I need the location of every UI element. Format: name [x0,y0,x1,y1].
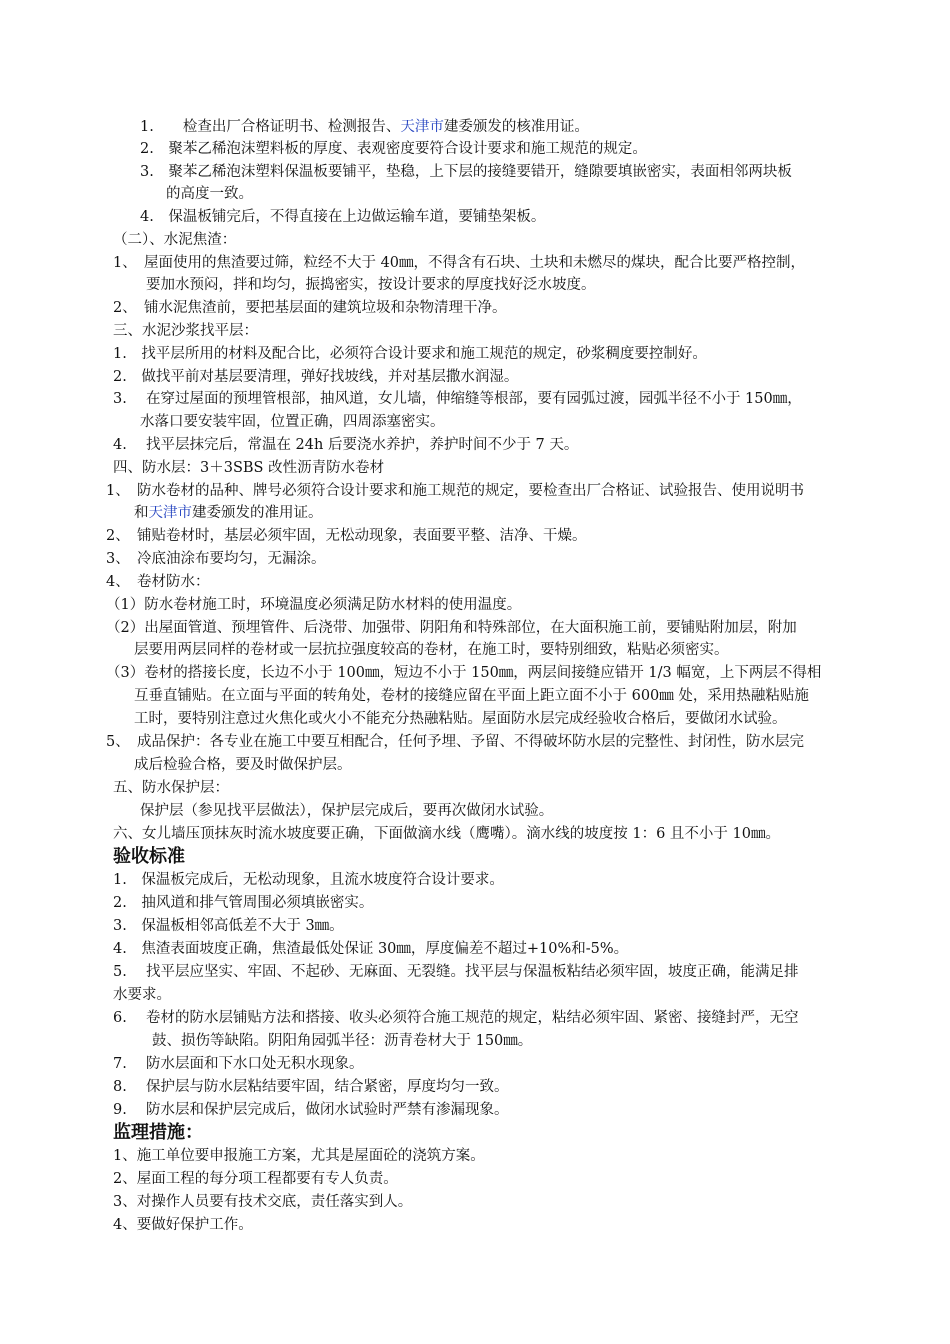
waterproof-item-1-prefix: 和 [134,505,149,521]
leveling-item-2: 2. 做找平前对基层要清理，弹好找坡线，并对基层撒水润湿。 [113,369,519,385]
waterproof-item-1-line-1: 1、 防水卷材的品种、牌号必须符合设计要求和施工规范的规定，要检查出厂合格证、试验报告、使用说明书 [106,483,804,499]
cinder-item-2: 2、 铺水泥焦渣前，要把基层面的建筑垃圾和杂物清理干净。 [113,300,507,316]
material-item-4: 4. 保温板铺完后，不得直接在上边做运输车道，要铺垫架板。 [140,209,546,225]
acceptance-item-5-line-2: 水要求。 [113,987,171,1003]
acceptance-item-7: 7. 防水层面和下水口处无积水现象。 [113,1056,364,1072]
material-item-3-line-1: 3. 聚苯乙稀泡沫塑料保温板要铺平，垫稳，上下层的接缝要错开，缝隙要填嵌密实，表面相邻两块板 [140,164,792,180]
protection-heading: 五、防水保护层： [113,780,229,796]
protection-text: 保护层（参见找平层做法），保护层完成后，要再次做闭水试验。 [140,803,554,819]
material-item-1 [140,116,589,139]
waterproof-item-3: 3、 冷底油涂布要均匀，无漏涂。 [106,551,326,567]
acceptance-item-1: 1. 保温板完成后，无松动现象，且流水坡度符合设计要求。 [113,872,504,888]
leveling-item-4: 4. 找平层抹完后，常温在 24h 后要浇水养护，养护时间不少于 7 天。 [113,437,579,453]
waterproof-item-1-suffix: 建委颁发的准用证。 [192,505,323,521]
material-item-2: 2. 聚苯乙稀泡沫塑料板的厚度、表观密度要符合设计要求和施工规范的规定。 [140,141,647,157]
waterproof-heading: 四、防水层：3＋3SBS 改性沥青防水卷材 [113,460,385,476]
waterproof-sub-3-line-3: 工时，要特别注意过火焦化或火小不能充分热融粘贴。屋面防水层完成经验收合格后，要做闭水试验。 [134,711,787,727]
cinder-heading: （二）、水泥焦渣： [113,232,237,248]
cinder-item-1-line-2: 要加水预闷，拌和均匀，振捣密实，按设计要求的厚度找好泛水坡度。 [146,277,596,293]
waterproof-item-4: 4、 卷材防水： [106,574,210,590]
material-item-1-prefix: 1. 检查出厂合格证明书、检测报告、 [140,119,401,135]
parapet-text: 六、女儿墙压顶抹灰时流水坡度要正确，下面做滴水线（鹰嘴）。滴水线的坡度按 1：6 且不小于 10㎜。 [113,826,780,842]
cinder-item-1-line-1: 1、 屋面使用的焦渣要过筛，粒经不大于 40㎜，不得含有石块、土块和未燃尽的煤块，配合比要严格控制， [113,255,806,271]
waterproof-sub-3-line-2: 互垂直铺贴。在立面与平面的转角处，卷材的接缝应留在平面上距立面不小于 600㎜ 处，采用热融粘贴施 [134,688,809,704]
acceptance-item-4: 4. 焦渣表面坡度正确，焦渣最低处保证 30㎜，厚度偏差不超过+10%和-5%。 [113,941,629,957]
leveling-item-1: 1. 找平层所用的材料及配合比，必须符合设计要求和施工规范的规定，砂浆稠度要控制好。 [113,346,707,362]
acceptance-item-5-line-1: 5. 找平层应坚实、牢固、不起砂、无麻面、无裂缝。找平层与保温板粘结必须牢固，坡度正确，能满足排 [113,964,799,980]
leveling-heading: 三、水泥沙浆找平层： [113,323,258,339]
acceptance-item-8: 8. 保护层与防水层粘结要牢固，结合紧密，厚度均匀一致。 [113,1079,509,1095]
acceptance-item-6-line-1: 6. 卷材的防水层铺贴方法和搭接、收头必须符合施工规范的规定，粘结必须牢固、紧密、接缝封严，无空 [113,1010,799,1026]
waterproof-item-5-line-1: 5、 成品保护：各专业在施工中要互相配合，任何予埋、予留、不得破坏防水层的完整性、封闭性，防水层完 [106,734,804,750]
tianjin-link[interactable]: 天津市 [400,119,444,135]
supervision-item-1: 1、施工单位要申报施工方案，尤其是屋面砼的浇筑方案。 [113,1148,485,1164]
leveling-item-3-line-2: 水落口要安装牢固，位置正确，四周添塞密实。 [140,414,445,430]
acceptance-item-6-line-2: 鼓、损伤等缺陷。阴阳角园弧半径：沥青卷材大于 150㎜。 [152,1033,533,1049]
supervision-item-2: 2、屋面工程的每分项工程都要有专人负责。 [113,1171,398,1187]
supervision-item-3: 3、对操作人员要有技术交底，责任落实到人。 [113,1194,413,1210]
acceptance-item-2: 2. 抽风道和排气管周围必须填嵌密实。 [113,895,374,911]
waterproof-sub-2-line-1: （2）出屋面管道、预埋管件、后浇带、加强带、阴阳角和特殊部位，在大面积施工前，要铺贴附加层，附加 [106,620,797,636]
waterproof-sub-3-line-1: （3）卷材的搭接长度，长边不小于 100㎜，短边不小于 150㎜，两层间接缝应错开 1/3 幅宽，上下两层不得相 [106,665,822,681]
waterproof-item-1-line-2 [134,502,323,525]
waterproof-item-5-line-2: 成后检验合格，要及时做保护层。 [134,757,352,773]
acceptance-item-9: 9. 防水层和保护层完成后，做闭水试验时严禁有渗漏现象。 [113,1102,509,1118]
material-item-3-line-2: 的高度一致。 [166,186,253,202]
supervision-item-4: 4、要做好保护工作。 [113,1217,253,1233]
material-item-1-suffix: 建委颁发的核准用证。 [443,119,589,135]
waterproof-sub-1: （1）防水卷材施工时，环境温度必须满足防水材料的使用温度。 [106,597,522,613]
waterproof-item-2: 2、 铺贴卷材时，基层必须牢固，无松动现象，表面要平整、洁净、干燥。 [106,528,587,544]
tianjin-link[interactable]: 天津市 [148,505,192,521]
acceptance-heading: 验收标准 [113,846,185,867]
leveling-item-3-line-1: 3. 在穿过屋面的预埋管根部，抽风道，女儿墙，伸缩缝等根部，要有园弧过渡，园弧半径不小于 150㎜， [113,391,802,407]
waterproof-sub-2-line-2: 层要用两层同样的卷材或一层抗拉强度较高的卷材，在施工时，要特别细致，粘贴必须密实。 [134,642,729,658]
acceptance-item-3: 3. 保温板相邻高低差不大于 3㎜。 [113,918,344,934]
supervision-heading: 监理措施： [113,1122,203,1143]
